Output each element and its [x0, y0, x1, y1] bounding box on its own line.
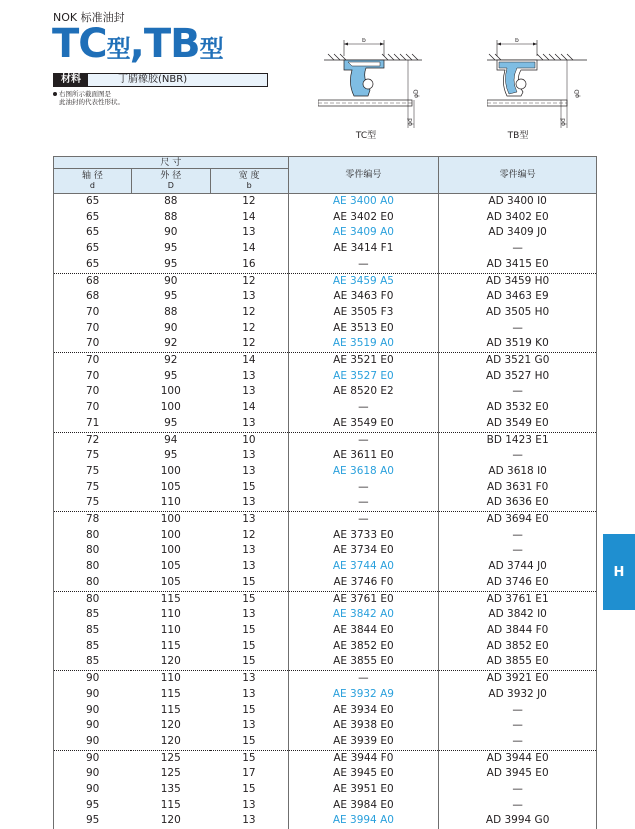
tc-part-number-cell: AE 3932 A9	[288, 687, 439, 703]
tb-part-number-cell: —	[439, 703, 597, 719]
tb-part-number-cell: AD 3744 J0	[439, 559, 597, 575]
tc-part-number-cell: AE 3746 F0	[288, 575, 439, 591]
tc-diagram-label: TC型	[355, 131, 377, 141]
tc-part-number-cell: AE 3611 E0	[288, 448, 439, 464]
table-row	[54, 813, 597, 829]
tc-part-number-header: 零件编号	[288, 157, 439, 194]
shaft-diameter-cell: 90	[54, 718, 132, 734]
tc-part-number-cell: AE 3463 F0	[288, 289, 439, 305]
tb-part-number-cell: —	[439, 321, 597, 337]
outer-diameter-cell: 105	[160, 480, 181, 493]
tb-part-number-cell: —	[439, 798, 597, 814]
tb-part-number-cell: AD 3855 E0	[439, 654, 597, 670]
tc-part-number-cell: AE 3513 E0	[288, 321, 439, 337]
tb-part-number-cell: AD 3549 E0	[439, 416, 597, 432]
tc-part-number-cell: AE 3984 E0	[288, 798, 439, 814]
table-row	[54, 194, 597, 210]
width-cell: 10	[210, 432, 288, 448]
tc-D-dim: φD	[413, 89, 420, 98]
shaft-diameter-cell: 75	[54, 495, 132, 511]
width-cell: 14	[210, 353, 288, 369]
tb-part-number-cell: AD 3994 G0	[439, 813, 597, 829]
table-row	[54, 575, 597, 591]
table-row	[54, 559, 597, 575]
outer-diameter-cell: 125	[160, 767, 181, 780]
shaft-diameter-cell: 80	[54, 591, 132, 607]
outer-diameter-cell: 100	[160, 401, 181, 414]
outer-diameter-cell: 95	[164, 257, 178, 270]
outer-diameter-cell: 90	[131, 273, 210, 289]
width-cell: 15	[210, 734, 288, 750]
width-cell: 13	[210, 671, 288, 687]
width-cell: 14	[210, 400, 288, 416]
width-cell: 13	[210, 416, 288, 432]
tb-part-number-cell: —	[439, 543, 597, 559]
width-cell: 15	[210, 591, 288, 607]
table-row	[54, 448, 597, 464]
table-row	[54, 257, 597, 273]
tb-part-number-header: 零件编号	[439, 157, 597, 194]
tc-part-number-cell: AE 3994 A0	[288, 813, 439, 829]
table-row	[54, 623, 597, 639]
tb-part-number-cell: —	[439, 718, 597, 734]
outer-diameter-cell: 94	[131, 432, 210, 448]
outer-diameter-cell: 95	[164, 290, 178, 303]
width-cell: 13	[210, 559, 288, 575]
outer-diameter-cell: 100	[131, 512, 210, 528]
tb-part-number-cell: AD 3459 H0	[439, 273, 597, 289]
tc-part-number-cell: AE 3842 A0	[288, 607, 439, 623]
table-row	[54, 798, 597, 814]
outer-diameter-cell: 115	[160, 639, 181, 652]
outer-dia-header: 外 径 D	[131, 169, 210, 194]
table-row	[54, 750, 597, 766]
outer-diameter-cell: 88	[131, 194, 210, 210]
width-cell: 15	[210, 750, 288, 766]
outer-diameter-cell: 88	[164, 210, 178, 223]
tc-part-number-cell: AE 3618 A0	[288, 464, 439, 480]
tc-b-dim: b	[362, 38, 366, 44]
note-line-1: 右图所示截面图是	[53, 90, 124, 98]
tb-part-number-cell: AD 3842 I0	[439, 607, 597, 623]
tc-part-number-cell: AE 3744 A0	[288, 559, 439, 575]
width-cell: 13	[210, 289, 288, 305]
table-row	[54, 718, 597, 734]
table-row	[54, 480, 597, 496]
width-cell: 17	[210, 766, 288, 782]
width-cell: 13	[210, 543, 288, 559]
tc-part-number-cell: —	[288, 480, 439, 496]
shaft-diameter-cell: 75	[54, 448, 132, 464]
shaft-diameter-cell: 70	[54, 384, 132, 400]
shaft-diameter-cell: 90	[54, 766, 132, 782]
tc-part-number-cell: AE 3855 E0	[288, 654, 439, 670]
shaft-diameter-cell: 80	[54, 559, 132, 575]
section-tab-h[interactable]: H	[603, 534, 635, 610]
tc-part-number-cell: —	[288, 495, 439, 511]
shaft-diameter-cell: 68	[54, 273, 132, 289]
width-cell: 13	[210, 495, 288, 511]
table-row	[54, 782, 597, 798]
outer-diameter-cell: 115	[131, 591, 210, 607]
outer-diameter-cell: 95	[164, 449, 178, 462]
page-title	[52, 22, 223, 71]
width-cell: 13	[210, 607, 288, 623]
tc-part-number-cell: AE 3402 E0	[288, 210, 439, 226]
table-row	[54, 766, 597, 782]
section-note	[53, 90, 124, 106]
tc-part-number-cell: AE 3945 E0	[288, 766, 439, 782]
table-row	[54, 432, 597, 448]
shaft-diameter-cell: 80	[54, 575, 132, 591]
outer-diameter-cell: 90	[164, 226, 178, 239]
table-row	[54, 639, 597, 655]
note-line-2: 此油封的代表性形状。	[59, 98, 124, 106]
shaft-diameter-cell: 85	[54, 623, 132, 639]
table-row	[54, 591, 597, 607]
table-row	[54, 336, 597, 352]
tb-part-number-cell: —	[439, 448, 597, 464]
outer-diameter-cell: 92	[131, 353, 210, 369]
tb-part-number-cell: AD 3761 E1	[439, 591, 597, 607]
tb-part-number-cell: AD 3844 F0	[439, 623, 597, 639]
tb-part-number-cell: —	[439, 384, 597, 400]
tb-part-number-cell: AD 3945 E0	[439, 766, 597, 782]
tc-part-number-cell: AE 3409 A0	[288, 225, 439, 241]
tb-part-number-cell: AD 3618 I0	[439, 464, 597, 480]
width-cell: 16	[210, 257, 288, 273]
tb-part-number-cell: AD 3532 E0	[439, 400, 597, 416]
tc-part-number-cell: —	[288, 432, 439, 448]
tc-part-number-cell: AE 3734 E0	[288, 543, 439, 559]
width-cell: 15	[210, 623, 288, 639]
width-cell: 13	[210, 225, 288, 241]
table-row	[54, 416, 597, 432]
outer-diameter-cell: 120	[160, 734, 181, 747]
width-cell: 15	[210, 782, 288, 798]
tc-part-number-cell: AE 3938 E0	[288, 718, 439, 734]
shaft-diameter-cell: 70	[54, 336, 132, 352]
tb-part-number-cell: AD 3746 E0	[439, 575, 597, 591]
tb-part-number-cell: AD 3519 K0	[439, 336, 597, 352]
tb-part-number-cell: AD 3636 E0	[439, 495, 597, 511]
outer-diameter-cell: 135	[160, 783, 181, 796]
title-sep: ,	[129, 21, 144, 67]
shaft-diameter-cell: 65	[54, 210, 132, 226]
brand-label: NOK 标准油封	[53, 11, 125, 24]
shaft-diameter-cell: 95	[54, 798, 132, 814]
tc-part-number-cell: AE 3400 A0	[288, 194, 439, 210]
width-cell: 15	[210, 703, 288, 719]
table-row	[54, 543, 597, 559]
tb-part-number-cell: AD 3400 I0	[439, 194, 597, 210]
material-value: 丁腈橡胶(NBR)	[88, 74, 267, 86]
width-cell: 13	[210, 687, 288, 703]
table-row	[54, 654, 597, 670]
tc-part-number-cell: AE 3951 E0	[288, 782, 439, 798]
tc-part-number-cell: AE 3527 E0	[288, 369, 439, 385]
shaft-diameter-cell: 65	[54, 257, 132, 273]
width-cell: 13	[210, 448, 288, 464]
outer-diameter-cell: 115	[160, 798, 181, 811]
shaft-diameter-cell: 80	[54, 543, 132, 559]
outer-diameter-cell: 90	[164, 321, 178, 334]
tc-d-dim: φd	[407, 118, 414, 126]
title-type1: 型	[106, 35, 130, 63]
tc-section-diagram	[318, 38, 428, 128]
title-tc: TC	[52, 21, 107, 67]
width-cell: 12	[210, 194, 288, 210]
table-row	[54, 384, 597, 400]
tc-part-number-cell: AE 3414 F1	[288, 241, 439, 257]
outer-diameter-cell: 100	[160, 464, 181, 477]
tb-part-number-cell: AD 3527 H0	[439, 369, 597, 385]
shaft-diameter-cell: 90	[54, 703, 132, 719]
width-cell: 13	[210, 718, 288, 734]
width-cell: 15	[210, 654, 288, 670]
shaft-diameter-cell: 90	[54, 734, 132, 750]
outer-diameter-cell: 120	[131, 813, 210, 829]
tc-part-number-cell: —	[288, 512, 439, 528]
tc-part-number-cell: AE 3939 E0	[288, 734, 439, 750]
tb-part-number-cell: AD 3521 G0	[439, 353, 597, 369]
tc-part-number-cell: AE 3519 A0	[288, 336, 439, 352]
tb-D-dim: φD	[574, 89, 581, 98]
dimensions-header: 尺 寸	[54, 157, 289, 169]
tc-part-number-cell: AE 3852 E0	[288, 639, 439, 655]
shaft-diameter-cell: 70	[54, 369, 132, 385]
table-row	[54, 734, 597, 750]
shaft-dia-header: 轴 径 d	[54, 169, 132, 194]
outer-diameter-cell: 100	[160, 544, 181, 557]
table-row	[54, 305, 597, 321]
outer-diameter-cell: 95	[164, 369, 178, 382]
table-row	[54, 210, 597, 226]
table-row	[54, 400, 597, 416]
table-row	[54, 495, 597, 511]
table-row	[54, 273, 597, 289]
shaft-diameter-cell: 85	[54, 654, 132, 670]
table-row	[54, 464, 597, 480]
tc-part-number-cell: AE 3844 E0	[288, 623, 439, 639]
shaft-diameter-cell: 70	[54, 321, 132, 337]
tb-b-dim: b	[515, 38, 519, 44]
shaft-diameter-cell: 65	[54, 194, 132, 210]
outer-diameter-cell: 95	[164, 242, 178, 255]
width-cell: 12	[210, 321, 288, 337]
table-row	[54, 241, 597, 257]
shaft-diameter-cell: 90	[54, 687, 132, 703]
outer-diameter-cell: 125	[131, 750, 210, 766]
shaft-diameter-cell: 70	[54, 400, 132, 416]
tb-d-dim: φd	[560, 118, 567, 126]
outer-diameter-cell: 105	[160, 575, 181, 588]
shaft-diameter-cell: 90	[54, 750, 132, 766]
material-label: 材料	[54, 74, 88, 86]
outer-diameter-cell: 100	[160, 528, 181, 541]
table-row	[54, 703, 597, 719]
shaft-diameter-cell: 78	[54, 512, 132, 528]
tc-part-number-cell: AE 3733 E0	[288, 528, 439, 544]
shaft-diameter-cell: 65	[54, 225, 132, 241]
tb-part-number-cell: AD 3921 E0	[439, 671, 597, 687]
tb-part-number-cell: AD 3402 E0	[439, 210, 597, 226]
shaft-diameter-cell: 85	[54, 639, 132, 655]
bullet-icon	[53, 92, 57, 96]
title-tb: TB	[143, 21, 200, 67]
tb-part-number-cell: BD 1423 E1	[439, 432, 597, 448]
shaft-diameter-cell: 75	[54, 464, 132, 480]
outer-diameter-cell: 100	[160, 385, 181, 398]
shaft-diameter-cell: 70	[54, 353, 132, 369]
table-row	[54, 607, 597, 623]
outer-diameter-cell: 120	[160, 719, 181, 732]
shaft-diameter-cell: 70	[54, 305, 132, 321]
outer-diameter-cell: 115	[160, 703, 181, 716]
tb-part-number-cell: AD 3932 J0	[439, 687, 597, 703]
tc-part-number-cell: AE 3459 A5	[288, 273, 439, 289]
width-cell: 15	[210, 575, 288, 591]
seal-size-table	[53, 156, 597, 829]
width-header: 宽 度 b	[210, 169, 288, 194]
outer-diameter-cell: 115	[160, 687, 181, 700]
outer-diameter-cell: 88	[164, 305, 178, 318]
width-cell: 13	[210, 798, 288, 814]
shaft-diameter-cell: 85	[54, 607, 132, 623]
tc-part-number-cell: AE 3761 E0	[288, 591, 439, 607]
tb-part-number-cell: AD 3852 E0	[439, 639, 597, 655]
table-row	[54, 289, 597, 305]
tb-part-number-cell: —	[439, 528, 597, 544]
outer-diameter-cell: 95	[164, 416, 178, 429]
tb-part-number-cell: AD 3463 E9	[439, 289, 597, 305]
table-row	[54, 353, 597, 369]
tb-part-number-cell: —	[439, 241, 597, 257]
tc-part-number-cell: AE 3934 E0	[288, 703, 439, 719]
width-cell: 14	[210, 210, 288, 226]
tc-part-number-cell: AE 3505 F3	[288, 305, 439, 321]
width-cell: 13	[210, 813, 288, 829]
outer-diameter-cell: 110	[131, 671, 210, 687]
width-cell: 12	[210, 528, 288, 544]
tb-part-number-cell: AD 3409 J0	[439, 225, 597, 241]
tc-part-number-cell: AE 3944 F0	[288, 750, 439, 766]
shaft-diameter-cell: 65	[54, 241, 132, 257]
shaft-diameter-cell: 71	[54, 416, 132, 432]
width-cell: 14	[210, 241, 288, 257]
table-row	[54, 671, 597, 687]
tc-part-number-cell: AE 8520 E2	[288, 384, 439, 400]
tb-diagram-label: TB型	[507, 131, 529, 141]
table-row	[54, 687, 597, 703]
tc-part-number-cell: —	[288, 257, 439, 273]
tc-part-number-cell: AE 3521 E0	[288, 353, 439, 369]
tb-part-number-cell: AD 3631 F0	[439, 480, 597, 496]
outer-diameter-cell: 110	[160, 623, 181, 636]
tb-section-diagram	[487, 38, 597, 128]
width-cell: 15	[210, 480, 288, 496]
width-cell: 12	[210, 273, 288, 289]
shaft-diameter-cell: 80	[54, 528, 132, 544]
tc-part-number-cell: AE 3549 E0	[288, 416, 439, 432]
shaft-diameter-cell: 72	[54, 432, 132, 448]
outer-diameter-cell: 120	[160, 655, 181, 668]
outer-diameter-cell: 92	[164, 337, 178, 350]
table-row	[54, 225, 597, 241]
shaft-diameter-cell: 90	[54, 671, 132, 687]
table-row	[54, 321, 597, 337]
table-row	[54, 528, 597, 544]
table-row	[54, 512, 597, 528]
tb-part-number-cell: —	[439, 782, 597, 798]
width-cell: 15	[210, 639, 288, 655]
outer-diameter-cell: 110	[160, 608, 181, 621]
shaft-diameter-cell: 68	[54, 289, 132, 305]
outer-diameter-cell: 105	[160, 560, 181, 573]
material-bar	[53, 73, 268, 87]
tb-part-number-cell: —	[439, 734, 597, 750]
table-row	[54, 369, 597, 385]
tc-part-number-cell: —	[288, 400, 439, 416]
width-cell: 13	[210, 512, 288, 528]
outer-diameter-cell: 110	[160, 496, 181, 509]
title-type2: 型	[199, 35, 223, 63]
tb-part-number-cell: AD 3415 E0	[439, 257, 597, 273]
tb-part-number-cell: AD 3694 E0	[439, 512, 597, 528]
width-cell: 13	[210, 369, 288, 385]
width-cell: 12	[210, 305, 288, 321]
shaft-diameter-cell: 95	[54, 813, 132, 829]
width-cell: 13	[210, 464, 288, 480]
shaft-diameter-cell: 90	[54, 782, 132, 798]
width-cell: 12	[210, 336, 288, 352]
width-cell: 13	[210, 384, 288, 400]
shaft-diameter-cell: 75	[54, 480, 132, 496]
tc-part-number-cell: —	[288, 671, 439, 687]
tb-part-number-cell: AD 3944 E0	[439, 750, 597, 766]
tb-part-number-cell: AD 3505 H0	[439, 305, 597, 321]
